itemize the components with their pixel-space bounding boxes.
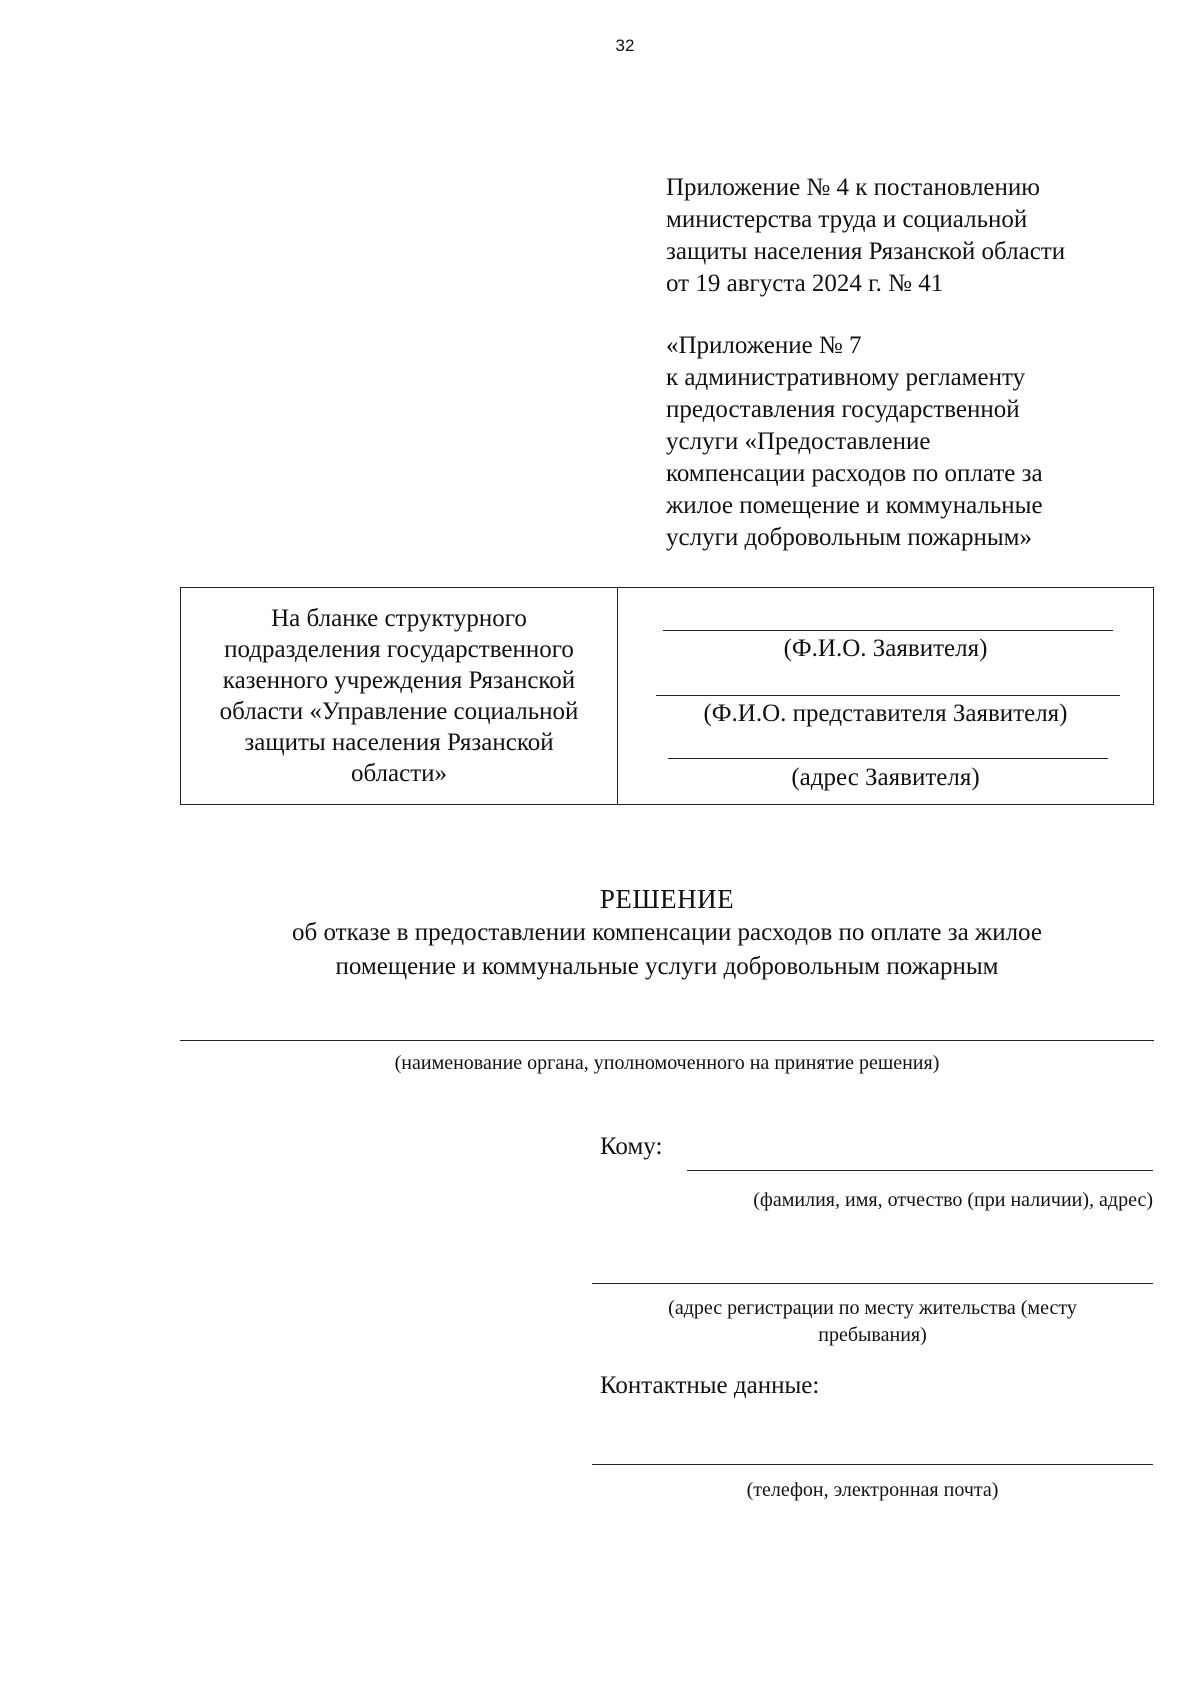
- appendix-line: от 19 августа 2024 г. № 41: [666, 270, 944, 297]
- registration-address-caption-line: (адрес регистрации по месту жительства (месту: [668, 1297, 1077, 1319]
- appendix-line: услуги добровольным пожарным»: [666, 524, 1032, 551]
- appendix-line: Приложение № 4 к постановлению: [666, 174, 1040, 201]
- appendix-line: предоставления государственной: [666, 396, 1020, 423]
- authority-caption: (наименование органа, уполномоченного на принятие решения): [394, 1052, 940, 1074]
- appendix-reference: [666, 172, 1136, 300]
- registration-address-line[interactable]: [592, 1283, 1153, 1284]
- recipient-name-line[interactable]: [687, 1170, 1153, 1171]
- decision-heading: [180, 882, 1154, 984]
- letterhead-table: [180, 587, 1154, 805]
- decision-title: РЕШЕНИЕ: [599, 884, 735, 914]
- letterhead-line: подразделения государственного: [224, 636, 574, 663]
- contacts-label: Контактные данные:: [600, 1372, 820, 1399]
- applicant-name-caption: (Ф.И.О. Заявителя): [783, 635, 988, 662]
- recipient-label: Кому:: [600, 1133, 663, 1160]
- registration-address-caption-line: пребывания): [818, 1324, 927, 1346]
- applicant-cell: [618, 588, 1153, 804]
- contacts-line[interactable]: [592, 1464, 1153, 1465]
- applicant-address-line[interactable]: [668, 758, 1108, 759]
- representative-name-caption: (Ф.И.О. представителя Заявителя): [703, 700, 1068, 727]
- letterhead-line: казенного учреждения Рязанской: [222, 667, 576, 694]
- appendix-line: «Приложение № 7: [666, 332, 862, 359]
- appendix-line: жилое помещение и коммунальные: [666, 492, 1043, 519]
- representative-name-line[interactable]: [656, 695, 1120, 696]
- letterhead-line: области «Управление социальной: [219, 698, 579, 725]
- recipient-name-caption: (фамилия, имя, отчество (при наличии), адрес): [753, 1189, 1153, 1211]
- appendix-line: компенсации расходов по оплате за: [666, 460, 1043, 487]
- page-number: 32: [615, 36, 635, 55]
- applicant-name-line[interactable]: [663, 630, 1113, 631]
- registration-address-caption: [592, 1295, 1153, 1349]
- appendix-line: к административному регламенту: [666, 364, 1026, 391]
- letterhead-line: защиты населения Рязанской: [244, 729, 554, 756]
- regulation-reference: [666, 330, 1136, 554]
- decision-subtitle-line: помещение и коммунальные услуги добровольным пожарным: [335, 953, 999, 980]
- letterhead-cell: [181, 588, 618, 804]
- decision-subtitle-line: об отказе в предоставлении компенсации расходов по оплате за жилое: [292, 919, 1042, 946]
- applicant-address-caption: (адрес Заявителя): [791, 764, 980, 791]
- appendix-line: министерства труда и социальной: [666, 206, 1028, 233]
- appendix-line: услуги «Предоставление: [666, 428, 931, 455]
- authority-line[interactable]: [180, 1040, 1154, 1041]
- appendix-line: защиты населения Рязанской области: [666, 238, 1066, 265]
- appendix-note: [666, 172, 1136, 554]
- letterhead-line: На бланке структурного: [271, 605, 527, 632]
- letterhead-line: области»: [350, 760, 448, 787]
- contacts-caption: (телефон, электронная почта): [746, 1479, 999, 1501]
- decision-subtitle: [180, 916, 1154, 984]
